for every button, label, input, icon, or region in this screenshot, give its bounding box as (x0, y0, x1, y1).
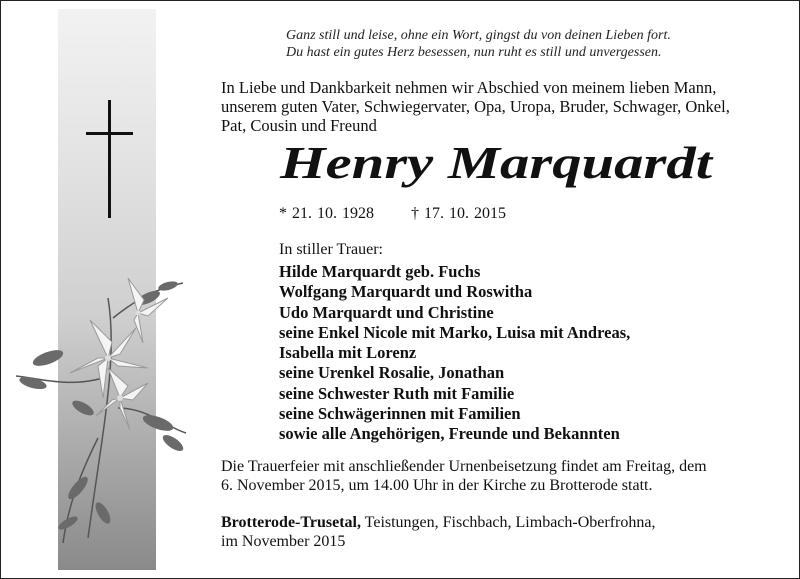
mourner-line: Hilde Marquardt geb. Fuchs (279, 262, 481, 281)
service-info (221, 457, 766, 495)
poem-line: Ganz still und leise, ohne ein Wort, gingst du von deinen Lieben fort. (286, 28, 671, 43)
place-line-2: im November 2015 (221, 533, 346, 550)
life-dates (279, 205, 506, 223)
mourning-label: In stiller Trauer: (279, 241, 383, 258)
mourner-line: seine Schwägerinnen mit Familien (279, 404, 521, 424)
place-line (221, 513, 766, 532)
deceased-name (276, 132, 716, 192)
intro-text (221, 78, 766, 135)
deceased-name-text: Henry Marquardt (278, 137, 714, 188)
mourner-line: seine Urenkel Rosalie, Jonathan (279, 363, 505, 383)
birth-date: * 21. 10. 1928 (279, 205, 374, 222)
service-line: 6. November 2015, um 14.00 Uhr in der Kirche zu Brotterode statt. (221, 477, 653, 494)
place-rest: Teistungen, Fischbach, Limbach-Oberfrohna, (360, 514, 656, 531)
place-bold: Brotterode-Trusetal, (221, 514, 361, 531)
service-line: Die Trauerfeier mit anschließender Urnenbeisetzung findet am Freitag, dem (221, 458, 707, 475)
poem-line: Du hast ein gutes Herz besessen, nun ruht es still und unvergessen. (286, 45, 662, 60)
cross-icon (86, 100, 136, 220)
intro-line: unserem guten Vater, Schwiegervater, Opa, Uropa, Bruder, Schwager, Onkel, (221, 97, 730, 116)
lily-bouquet-icon (8, 258, 193, 548)
mourner-line: Udo Marquardt und Christine (279, 302, 494, 322)
mourner-line: Wolfgang Marquardt und Roswitha (279, 282, 533, 302)
mourner-line: Isabella mit Lorenz (279, 343, 417, 363)
intro-line: Pat, Cousin und Freund (221, 116, 377, 135)
mourner-line: sowie alle Angehörigen, Freunde und Bekannten (279, 424, 620, 444)
mourners-list (279, 262, 630, 445)
mourner-line: seine Enkel Nicole mit Marko, Luisa mit Andreas, (279, 322, 631, 342)
poem (286, 27, 671, 61)
death-date: † 17. 10. 2015 (411, 205, 506, 222)
intro-line: In Liebe und Dankbarkeit nehmen wir Abschied von meinem lieben Mann, (221, 78, 717, 97)
place-date (221, 513, 766, 551)
mourner-line: seine Schwester Ruth mit Familie (279, 383, 515, 403)
